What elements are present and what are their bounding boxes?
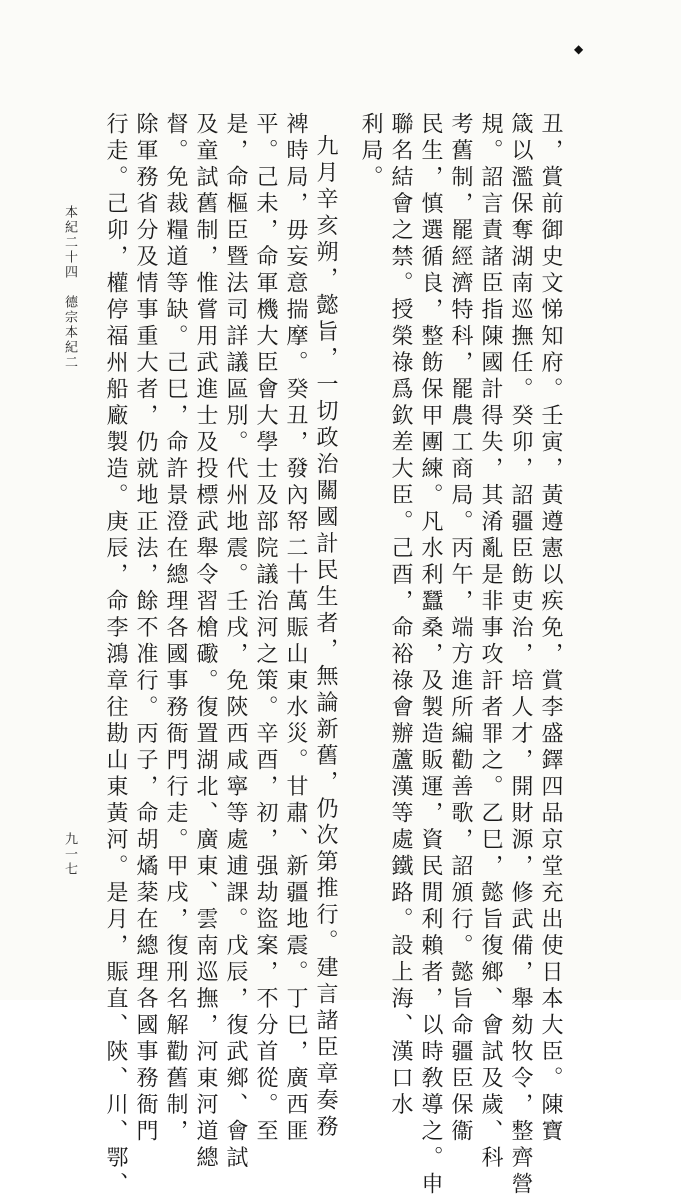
text-column-5: 民生，慎選循良，整飭保甲團練。凡水利蠶桑，及製造販運，資民閒利賴者，以時敎導之。申 xyxy=(418,112,443,1199)
text-column-3: 規。詔言責諸臣指陳國計得失，其淆亂是非事攻訐者罪之。乙巳，懿旨復鄉、會試及歲、科 xyxy=(478,112,503,1172)
text-column-8: 九月辛亥朔，懿旨，一切政治關國計民生者，無論新舊，仍次第推行。建言諸臣章奏務 xyxy=(313,134,338,1141)
text-column-10: 平。己未，命軍機大臣會大學士及部院議治河之策。辛酉，初，强劫盜案，不分首從。至 xyxy=(253,112,278,1146)
text-column-6: 聯名結會之禁。授榮祿爲欽差大臣。己酉，命裕祿會辦蘆漢等處鐵路。設上海、漢口水 xyxy=(388,112,413,1119)
text-column-11: 是，命樞臣暨法司詳議區別。代州地震。壬戌，免陝西咸寧等處逋課。戊辰，復武鄉、會試 xyxy=(223,112,248,1172)
text-column-1: 丑，賞前御史文悌知府。壬寅，黃遵憲以疾免，賞李盛鐸四品京堂充出使日本大臣。陳寶 xyxy=(538,112,563,1146)
text-column-4: 考舊制，罷經濟特科，罷農工商局。丙午，端方進所編勸善歌，詔頒行。懿旨命疆臣保衞 xyxy=(448,112,473,1146)
text-column-14: 除軍務省分及情事重大者，仍就地正法，餘不准行。丙子，命胡燏棻在總理各國事務衙門 xyxy=(133,112,158,1146)
text-column-9: 裨時局，毋妄意揣摩。癸丑，發內帑二十萬賑山東水災。甘肅、新疆地震。丁巳，廣西匪 xyxy=(283,112,308,1146)
corner-mark: ◆ xyxy=(574,42,584,56)
text-column-7: 利局。 xyxy=(358,112,383,192)
text-column-2: 箴以濫保奪湖南巡撫任。癸卯，詔疆臣飭吏治，培人才，開財源，修武備，舉劾牧令，整齊營 xyxy=(508,112,533,1199)
running-title: 本紀二十四 德宗本紀二 xyxy=(62,205,77,370)
text-column-15: 行走。己卯，權停福州船廠製造。庚辰，命李鴻章往勘山東黃河。是月，賑直、陝、川、鄂、 xyxy=(103,112,128,1199)
text-column-12: 及童試舊制，惟嘗用武進士及投標武舉令習槍礮。復置湖北、廣東、雲南巡撫，河東河道總 xyxy=(193,112,218,1172)
page-number: 九一七 xyxy=(62,832,77,877)
text-column-13: 督。免裁糧道等缺。己巳，命許景澄在總理各國事務衙門行走。甲戌，復刑名解勸舊制， xyxy=(163,112,188,1146)
